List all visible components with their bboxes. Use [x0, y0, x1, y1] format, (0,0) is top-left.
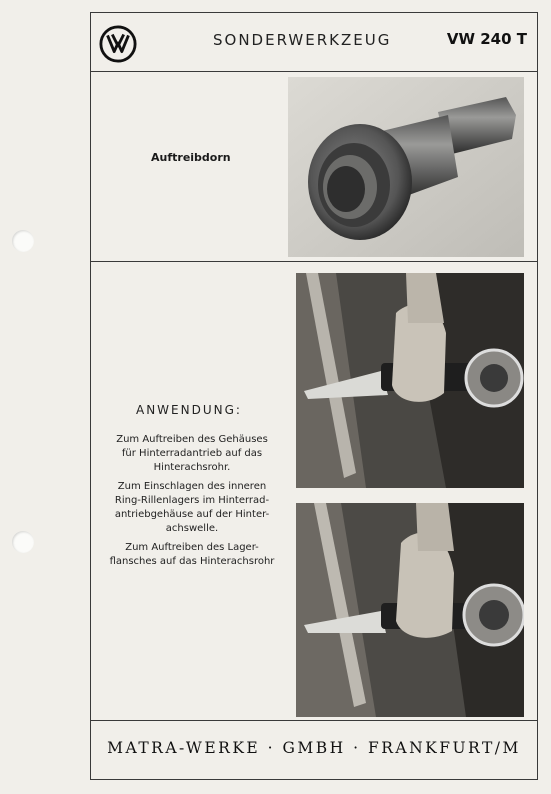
usage-photo-lower: [296, 503, 524, 717]
manufacturer-footer: MATRA-WERKE · GMBH · FRANKFURT/M: [107, 739, 521, 757]
usage-photo-upper: [296, 273, 524, 488]
tool-name: Auftreibdorn: [151, 151, 231, 164]
usage-line: Zum Auftreiben des Gehäuses: [116, 434, 268, 445]
binder-hole-top: [12, 230, 34, 252]
divider-footer: [91, 720, 537, 721]
usage-line: für Hinterradantrieb auf das: [121, 448, 263, 459]
binder-hole-bottom: [12, 531, 34, 553]
usage-line: achswelle.: [165, 523, 219, 534]
usage-heading: ANWENDUNG:: [136, 403, 242, 417]
vw-logo: [99, 25, 137, 63]
usage-line: Ring-Rillenlagers im Hinterrad-: [114, 495, 270, 506]
usage-line: Zum Einschlagen des inneren: [117, 481, 267, 492]
usage-line: Hinterachsrohr.: [153, 462, 231, 473]
usage-item: [97, 541, 287, 569]
usage-line: Zum Auftreiben des Lager-: [125, 542, 259, 553]
document-title: SONDERWERKZEUG: [213, 31, 392, 49]
tool-photo: [288, 77, 524, 257]
usage-item: [97, 480, 287, 536]
usage-line: antriebgehäuse auf der Hinter-: [114, 509, 270, 520]
usage-line: flansches auf das Hinterachsrohr: [109, 556, 275, 567]
divider-tool: [91, 261, 537, 262]
usage-item: [97, 433, 287, 475]
tool-sheet: [90, 12, 538, 780]
usage-list: [97, 433, 287, 574]
divider-header: [91, 71, 537, 72]
tool-code: VW 240 T: [446, 30, 527, 48]
